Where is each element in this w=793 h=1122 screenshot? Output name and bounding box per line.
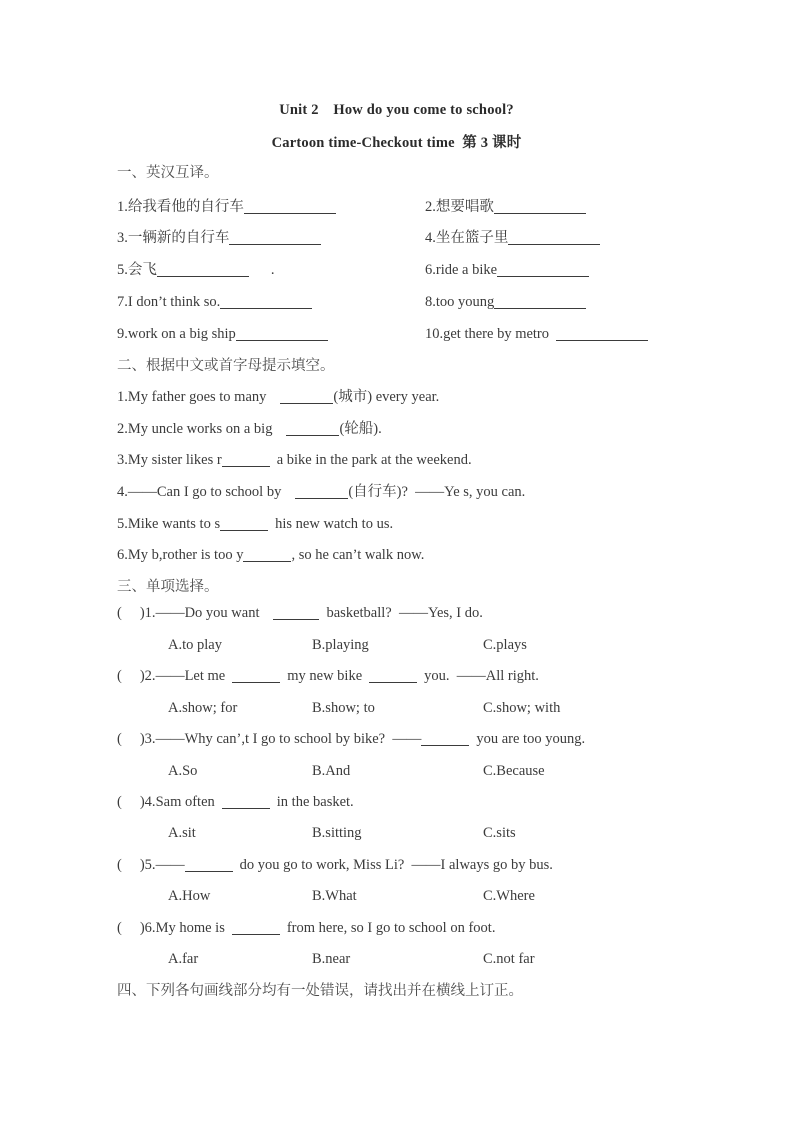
answer-blank[interactable]: [220, 516, 268, 531]
item-number: 6.: [425, 262, 436, 278]
item-text: work on a big ship: [127, 326, 236, 342]
option-a[interactable]: A.far: [168, 951, 199, 967]
option-a[interactable]: A.to play: [168, 637, 222, 653]
question-number: )3.: [139, 731, 156, 747]
answer-blank[interactable]: [421, 731, 469, 746]
section-1-item-8: [425, 292, 586, 312]
section-4-heading: 四、下列各句画线部分均有一处错误，请找出并在横线上订正。: [117, 983, 523, 999]
answer-blank[interactable]: [494, 199, 586, 214]
item-text-before: Mike wants to s: [127, 516, 221, 532]
question-text-before: My home is: [155, 920, 225, 936]
answer-bracket[interactable]: (: [117, 731, 122, 747]
item-text-before: My b,rother is too y: [127, 547, 244, 563]
question-text-after: basketball? ——Yes, I do.: [326, 605, 483, 621]
section-1-item-4: [425, 228, 600, 248]
answer-bracket[interactable]: (: [117, 857, 122, 873]
item-number: 7.: [117, 294, 128, 310]
answer-bracket[interactable]: (: [117, 605, 122, 621]
item-text: ride a bike: [435, 262, 498, 278]
option-c[interactable]: C.sits: [483, 825, 516, 841]
item-text: I don’t think so.: [127, 294, 221, 310]
answer-blank[interactable]: [556, 326, 648, 341]
item-text-after: , so he can’t walk now.: [291, 547, 425, 563]
answer-bracket[interactable]: (: [117, 794, 122, 810]
section-2-item-2: [117, 419, 382, 439]
answer-blank[interactable]: [236, 326, 328, 341]
option-b[interactable]: B.And: [312, 763, 351, 779]
question-number: )2.: [139, 668, 156, 684]
item-text-after: (城市) every year.: [333, 389, 440, 405]
item-text: 一辆新的自行车: [127, 230, 230, 246]
section-2-heading: 二、根据中文或首字母提示填空。: [117, 358, 335, 374]
question-number: )4.: [139, 794, 156, 810]
item-number: 1.: [117, 199, 128, 215]
section-3-question-2: [117, 666, 539, 686]
answer-bracket[interactable]: (: [117, 668, 122, 684]
option-c[interactable]: C.plays: [483, 637, 527, 653]
section-3-question-5: [117, 855, 553, 875]
question-text-middle: my new bike: [287, 668, 363, 684]
question-number: )6.: [139, 920, 156, 936]
option-b[interactable]: B.sitting: [312, 825, 362, 841]
question-text-after: you are too young.: [476, 731, 586, 747]
answer-blank[interactable]: [185, 857, 233, 872]
section-1-item-7: [117, 292, 312, 312]
question-text-before: ——: [155, 857, 185, 873]
item-text: 会飞: [127, 262, 157, 278]
item-number: 5.: [117, 262, 128, 278]
answer-blank[interactable]: [220, 294, 312, 309]
item-text-after: (轮船).: [339, 421, 382, 437]
section-3-question-3: [117, 729, 585, 749]
item-text: get there by metro: [443, 326, 550, 342]
question-text-before: ——Why can’,t I go to school by bike? ——: [155, 731, 422, 747]
page-title: Unit 2 How do you come to school?: [279, 102, 514, 118]
answer-blank[interactable]: [244, 199, 336, 214]
item-text-before: My sister likes r: [127, 452, 222, 468]
section-1-item-5: [117, 260, 275, 280]
item-text: 想要唱歌: [435, 199, 494, 215]
question-text-before: Sam often: [155, 794, 215, 810]
option-a[interactable]: A.How: [168, 888, 211, 904]
item-number: 10.: [425, 326, 444, 342]
item-number: 5.: [117, 516, 128, 532]
option-b[interactable]: B.show; to: [312, 700, 375, 716]
section-2-item-6: [117, 545, 424, 565]
option-b[interactable]: B.What: [312, 888, 357, 904]
section-2-item-1: [117, 387, 439, 407]
item-number: 4.: [425, 230, 436, 246]
section-1-item-6: [425, 260, 589, 280]
item-number: 2.: [425, 199, 436, 215]
section-2-item-4: [117, 482, 525, 502]
section-2-item-3: [117, 450, 472, 470]
question-number: )5.: [139, 857, 156, 873]
section-1-heading: 一、英汉互译。: [117, 165, 219, 181]
option-b[interactable]: B.near: [312, 951, 351, 967]
answer-blank[interactable]: [229, 230, 321, 245]
answer-blank[interactable]: [369, 668, 417, 683]
section-1-item-10: [425, 324, 648, 344]
answer-blank[interactable]: [286, 421, 339, 436]
section-1-item-9: [117, 324, 328, 344]
answer-blank[interactable]: [222, 794, 270, 809]
option-c[interactable]: C.not far: [483, 951, 535, 967]
item-number: 1.: [117, 389, 128, 405]
section-3-question-6: [117, 918, 495, 938]
page-subtitle: Cartoon time-Checkout time 第 3 课时: [271, 135, 522, 151]
answer-blank[interactable]: [232, 668, 280, 683]
answer-blank[interactable]: [273, 605, 319, 620]
answer-blank[interactable]: [295, 484, 348, 499]
section-3-question-4: [117, 792, 354, 812]
section-1-item-3: [117, 228, 321, 248]
question-text-after: you. ——All right.: [424, 668, 539, 684]
stray-mark: .: [270, 262, 275, 278]
answer-blank[interactable]: [497, 262, 589, 277]
item-text-after: (自行车)? ——Ye s, you can.: [348, 484, 526, 500]
item-text-before: My father goes to many: [127, 389, 267, 405]
item-number: 2.: [117, 421, 128, 437]
option-c[interactable]: C.Because: [483, 763, 545, 779]
question-text-before: ——Let me: [155, 668, 226, 684]
answer-blank[interactable]: [232, 920, 280, 935]
answer-blank[interactable]: [494, 294, 586, 309]
item-text-before: ——Can I go to school by: [127, 484, 282, 500]
item-number: 4.: [117, 484, 128, 500]
item-text: too young: [435, 294, 495, 310]
item-text-after: a bike in the park at the weekend.: [276, 452, 472, 468]
option-a[interactable]: A.show; for: [168, 700, 238, 716]
item-text-after: his new watch to us.: [275, 516, 394, 532]
item-number: 3.: [117, 230, 128, 246]
question-text-after: from here, so I go to school on foot.: [286, 920, 496, 936]
item-number: 6.: [117, 547, 128, 563]
document-title-block: [0, 98, 793, 155]
answer-blank[interactable]: [508, 230, 600, 245]
answer-blank[interactable]: [243, 547, 291, 562]
answer-blank[interactable]: [157, 262, 249, 277]
item-text: 给我看他的自行车: [127, 199, 244, 215]
option-a[interactable]: A.So: [168, 763, 198, 779]
section-3-heading: 三、单项选择。: [117, 579, 219, 595]
option-c[interactable]: C.show; with: [483, 700, 561, 716]
question-text-after: in the basket.: [276, 794, 354, 810]
question-text-before: ——Do you want: [155, 605, 260, 621]
option-c[interactable]: C.Where: [483, 888, 535, 904]
question-text-after: do you go to work, Miss Li? ——I always go by bus.: [239, 857, 553, 873]
item-number: 8.: [425, 294, 436, 310]
answer-bracket[interactable]: (: [117, 920, 122, 936]
item-text: 坐在篮子里: [435, 230, 509, 246]
item-text-before: My uncle works on a big: [127, 421, 273, 437]
option-b[interactable]: B.playing: [312, 637, 369, 653]
answer-blank[interactable]: [222, 452, 270, 467]
section-2-item-5: [117, 514, 393, 534]
section-3-question-1: [117, 603, 483, 623]
question-number: )1.: [139, 605, 156, 621]
option-a[interactable]: A.sit: [168, 825, 196, 841]
answer-blank[interactable]: [280, 389, 333, 404]
item-number: 3.: [117, 452, 128, 468]
section-1-item-1: [117, 197, 336, 217]
section-1-item-2: [425, 197, 586, 217]
item-number: 9.: [117, 326, 128, 342]
